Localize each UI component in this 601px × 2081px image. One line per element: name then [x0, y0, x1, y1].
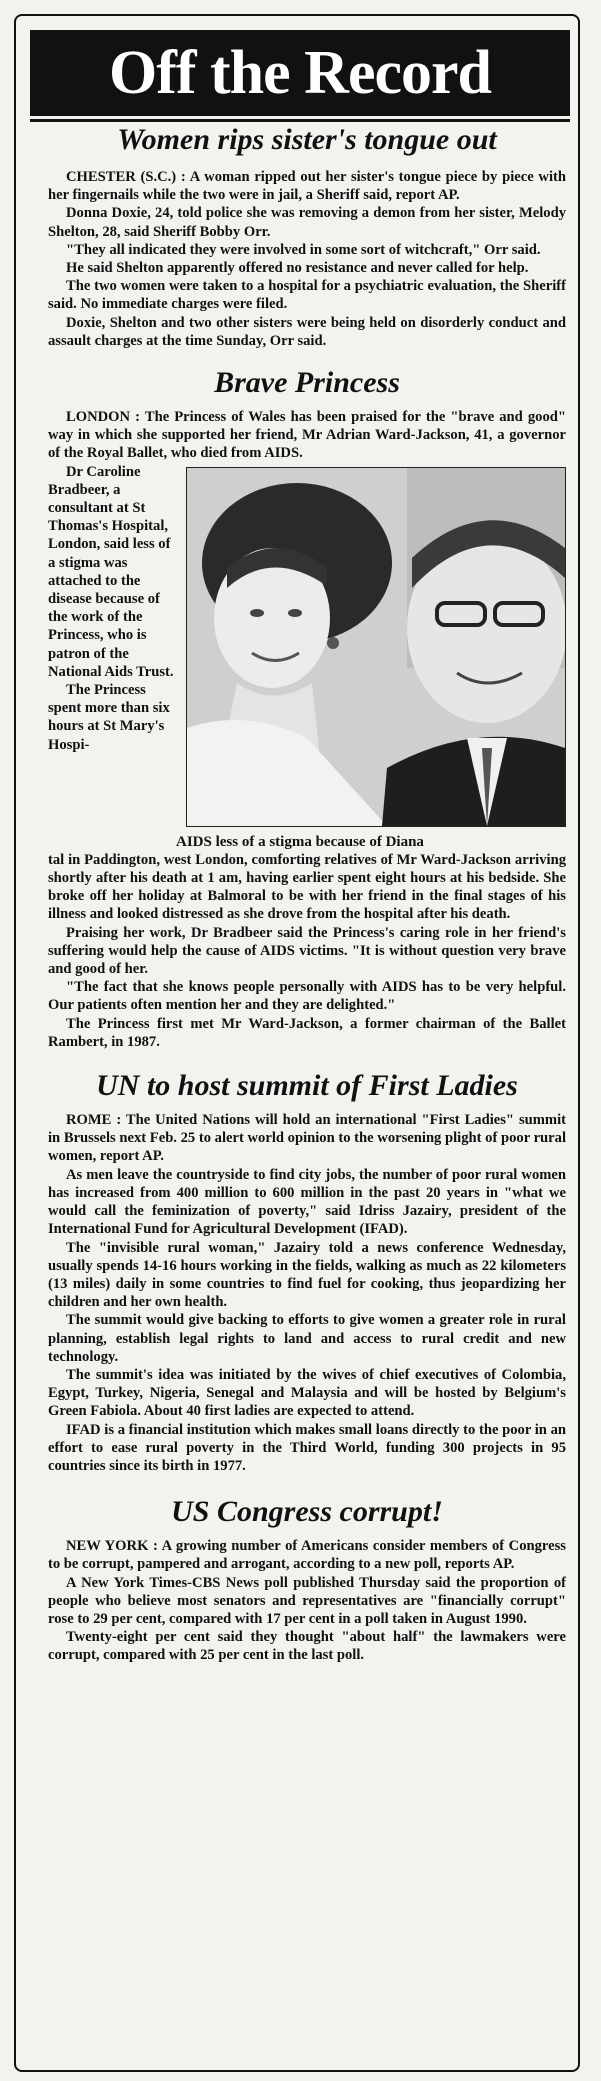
paragraph: The summit's idea was initiated by the wives of chief executives of Colombia, Egypt, Turkey, Nigeria, Senegal and Malaysia and will be hosted by Belgium's Green Fabiola. About 40 first ladies are expected to attend. [48, 1366, 566, 1420]
paragraph-lead: LONDON : The Princess of Wales has been praised for the "brave and good" way in which she supported her friend, Mr Adrian Ward-Jackson, 41, a governor of the Royal Ballet, who died from AIDS. [48, 409, 566, 462]
paragraph: Donna Doxie, 24, told police she was removing a demon from her sister, Melody Shelton, 28, said Sheriff Bobby Orr. [48, 205, 566, 240]
paragraph: As men leave the countryside to find city jobs, the number of poor rural women has increased from 400 million to 600 million in the past 20 years in "what we would call the feminization of poverty," said Idriss Jazairy, president of the International Fund for Agricultural Development (IFAD). [48, 1166, 566, 1238]
photo-caption: AIDS less of a stigma because of Diana [176, 833, 424, 850]
paragraph: Doxie, Shelton and two other sisters were being held on disorderly conduct and assault charges at the time Sunday, Orr said. [48, 314, 566, 349]
paragraph: Twenty-eight per cent said they thought "about half" the lawmakers were corrupt, compared with 25 per cent in the last poll. [48, 1629, 566, 1664]
headline-tongue: Women rips sister's tongue out [117, 123, 497, 156]
paragraph: Dr Caroline Bradbeer, a consultant at St Thomas's Hospital, London, said less of a stigma was attached to the disease because of the work of the Princess, who is patron of the National Aids Trust. [48, 463, 174, 680]
paragraph: ROME : The United Nations will hold an international "First Ladies" summit in Brussels next Feb. 25 to alert world opinion to the worsening plight of poor rural women, report AP. [48, 1112, 566, 1165]
paragraph: The Princess spent more than six hours at St Mary's Hospi- [48, 682, 170, 753]
photo-princess [186, 467, 566, 827]
paragraph: The two women were taken to a hospital for a psychiatric evaluation, the Sheriff said. No immediate charges were filed. [48, 278, 566, 313]
paragraph: CHESTER (S.C.) : A woman ripped out her sister's tongue piece by piece with her fingernails while the two were in jail, a Sheriff said, report AP. [48, 169, 566, 204]
article-congress [48, 1493, 566, 1664]
article-column [48, 120, 566, 1665]
headline-un-summit: UN to host summit of First Ladies [96, 1069, 518, 1103]
paragraph: IFAD is a financial institution which makes small loans directly to the poor in an effort to ease rural poverty in the Third World, funding 300 projects in 95 countries since its birth in 1977. [48, 1421, 566, 1474]
paragraph: The "invisible rural woman," Jazairy told a news conference Wednesday, usually spends 14-16 hours working in the fields, walking as much as 22 kilometers (13 miles) daily in some countries to find fuel for cooking, thus jeopardizing her children and her own health. [48, 1239, 566, 1311]
paragraph: NEW YORK : A growing number of Americans consider members of Congress to be corrupt, pampered and arrogant, according to a new poll, reports AP. [48, 1538, 566, 1573]
headline-congress: US Congress corrupt! [171, 1495, 443, 1529]
headline-princess: Brave Princess [214, 366, 400, 400]
masthead-title: Off the Record [109, 39, 491, 107]
paragraph: The Princess first met Mr Ward-Jackson, a former chairman of the Ballet Rambert, in 1987. [48, 1015, 566, 1050]
article-un-summit [48, 1067, 566, 1475]
photo-illustration [187, 468, 565, 826]
paragraph: A New York Times-CBS News poll published Thursday said the proportion of people who believe most senators and representatives are "financially corrupt" rose to 29 per cent, compared with 17 per cent in a poll taken in August 1990. [48, 1574, 566, 1627]
paragraph: Praising her work, Dr Bradbeer said the Princess's caring role in her friend's suffering would help the cause of AIDS victims. "It is without question very brave and good of her. [48, 924, 566, 978]
paragraph: "The fact that she knows people personally with AIDS has to be very helpful. Our patients often mention her and they are delighted." [48, 979, 566, 1014]
paragraph: The summit would give backing to efforts to give women a greater role in rural planning, establish legal rights to land and access to rural credit and new technology. [48, 1312, 566, 1365]
paragraph: He said Shelton apparently offered no resistance and never called for help. [66, 260, 529, 277]
masthead-banner [30, 30, 570, 116]
paragraph: "They all indicated they were involved in some sort of witchcraft," Orr said. [66, 241, 541, 258]
paragraph-continuation: tal in Paddington, west London, comforting relatives of Mr Ward-Jackson arriving shortly after his death at 1 am, having earlier spent eight hours at his bedside. She broke off her holiday at Balmoral to be with her friend in the final stages of his illness and looked distressed as she drove from the hospital after his death. [48, 851, 566, 923]
article-princess [48, 364, 566, 1051]
article-tongue [48, 122, 566, 350]
